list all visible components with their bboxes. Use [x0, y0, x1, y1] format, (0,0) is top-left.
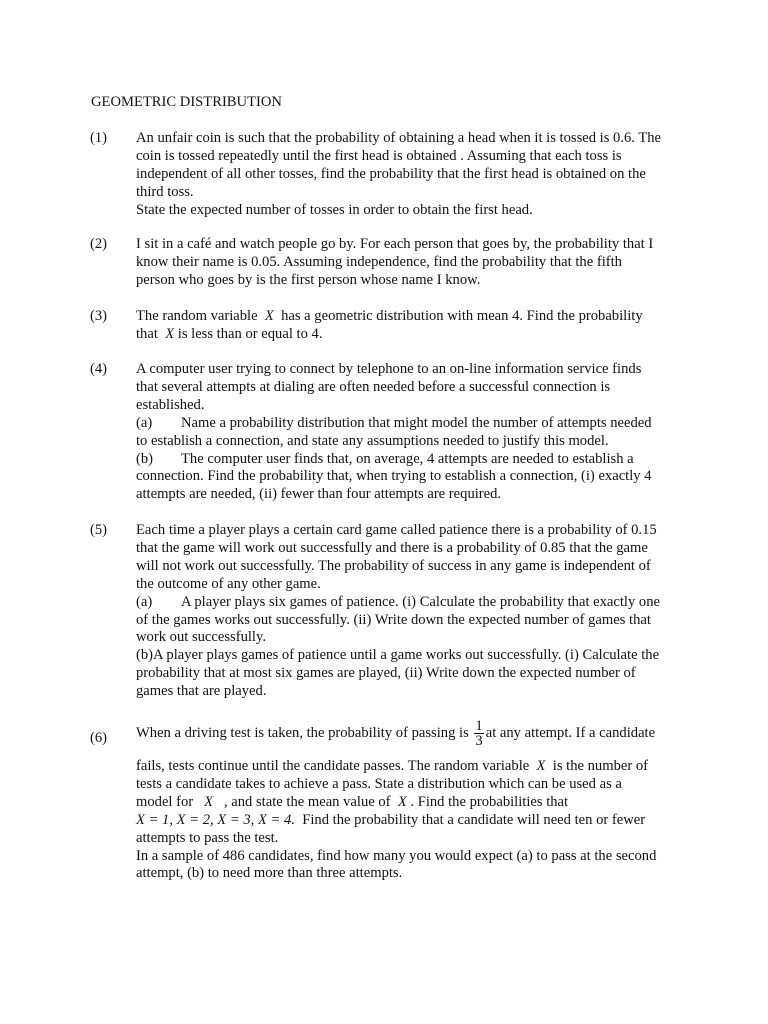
- question-2: [90, 236, 690, 290]
- question-line: attempts to pass the test.: [136, 829, 279, 846]
- fraction-denominator: 3: [475, 733, 483, 750]
- question-number: (2): [90, 236, 108, 252]
- question-line: to establish a connection, and state any assumptions needed to justify this model.: [136, 432, 609, 449]
- question-line: that the game will work out successfully and there is a probability of 0.85 that the game: [136, 539, 648, 556]
- question-line: Each time a player plays a certain card game called patience there is a probability of 0.15: [136, 522, 657, 538]
- question-1: [90, 130, 690, 220]
- question-text: is the number of: [552, 758, 649, 774]
- question-line: third toss.: [136, 183, 194, 200]
- question-text: , and state the mean value of: [223, 793, 391, 810]
- question-6: [90, 716, 690, 883]
- question-line: [136, 594, 690, 612]
- question-line: [136, 308, 690, 326]
- question-text: Name a probability distribution that might model the number of attempts needed: [181, 414, 652, 431]
- question-line: tests a candidate takes to achieve a pass. State a distribution which can be used as a: [136, 775, 622, 792]
- question-line: games that are played.: [136, 683, 267, 700]
- question-number: (6): [90, 730, 108, 746]
- question-line: probability that at most six games are played, (ii) Write down the expected number of: [136, 665, 636, 682]
- question-line: attempts are needed, (ii) fewer than four attempts are required.: [136, 486, 502, 503]
- part-label: (b): [136, 450, 154, 467]
- question-text: Find the probability that a candidate will need ten or fewer: [302, 811, 646, 828]
- page-title: GEOMETRIC DISTRIBUTION: [91, 94, 282, 110]
- question-line: [136, 758, 690, 776]
- variable-x: X: [536, 758, 546, 774]
- question-text: that: [136, 325, 158, 342]
- question-number: (5): [90, 522, 108, 538]
- question-line: that several attempts at dialing are often needed before a successful connection is: [136, 378, 611, 395]
- variable-x: X: [204, 793, 214, 810]
- question-line: [136, 794, 690, 812]
- question-text: fails, tests continue until the candidate passes. The random variable: [136, 758, 530, 774]
- question-3: [90, 308, 690, 344]
- question-line: coin is tossed repeatedly until the first head is obtained . Assuming that each toss is: [136, 147, 622, 164]
- question-line: will not work out successfully. The probability of success in any game is independent of: [136, 557, 651, 574]
- question-text: A player plays six games of patience. (i) Calculate the probability that exactly one: [181, 593, 660, 610]
- question-line: A computer user trying to connect by telephone to an on-line information service finds: [136, 361, 642, 377]
- variable-x: X: [264, 308, 274, 324]
- question-line: person who goes by is the first person whose name I know.: [136, 271, 481, 288]
- math-expression: X = 1, X = 2, X = 3, X = 4.: [136, 811, 295, 828]
- question-line: established.: [136, 396, 205, 413]
- part-label: (a): [136, 414, 153, 431]
- fraction-numerator: 1: [475, 718, 483, 735]
- question-line: of the games works out successfully. (ii) Write down the expected number of games that: [136, 611, 651, 628]
- question-line: connection. Find the probability that, when trying to establish a connection, (i) exactly 4: [136, 468, 652, 485]
- question-text: has a geometric distribution with mean 4. Find the probability: [281, 308, 643, 324]
- question-text: is less than or equal to 4.: [177, 325, 323, 342]
- question-line: I sit in a café and watch people go by. For each person that goes by, the probability that I: [136, 236, 654, 252]
- variable-x: X: [397, 793, 407, 810]
- question-line: An unfair coin is such that the probability of obtaining a head when it is tossed is 0.6. The: [136, 130, 662, 146]
- question-5: [90, 522, 690, 701]
- question-text: The computer user finds that, on average, 4 attempts are needed to establish a: [181, 450, 634, 467]
- variable-x: X: [165, 325, 175, 342]
- question-line: (b)A player plays games of patience until a game works out successfully. (i) Calculate the: [136, 647, 660, 664]
- question-line: [136, 716, 690, 758]
- question-number: (4): [90, 361, 108, 377]
- question-line: [136, 415, 690, 433]
- question-line: [136, 812, 690, 830]
- question-line: work out successfully.: [136, 629, 266, 646]
- part-label: (a): [136, 593, 153, 610]
- question-line: attempt, (b) to need more than three attempts.: [136, 865, 403, 882]
- question-text: . Find the probabilities that: [410, 793, 569, 810]
- question-line: [136, 451, 690, 469]
- question-number: (3): [90, 308, 108, 324]
- question-number: (1): [90, 130, 108, 146]
- question-line: know their name is 0.05. Assuming independence, find the probability that the fifth: [136, 253, 622, 270]
- question-text: The random variable: [136, 308, 258, 324]
- question-line: In a sample of 486 candidates, find how many you would expect (a) to pass at the second: [136, 847, 657, 864]
- fraction-one-third: [474, 719, 483, 748]
- question-4: [90, 361, 690, 504]
- question-text: model for: [136, 793, 194, 810]
- question-text: When a driving test is taken, the probability of passing is: [136, 725, 469, 741]
- question-text: at any attempt. If a candidate: [485, 725, 656, 741]
- question-line: [136, 326, 690, 344]
- question-line: independent of all other tosses, find the probability that the first head is obtained on the: [136, 165, 646, 182]
- question-line: State the expected number of tosses in order to obtain the first head.: [136, 201, 533, 218]
- question-line: the outcome of any other game.: [136, 575, 321, 592]
